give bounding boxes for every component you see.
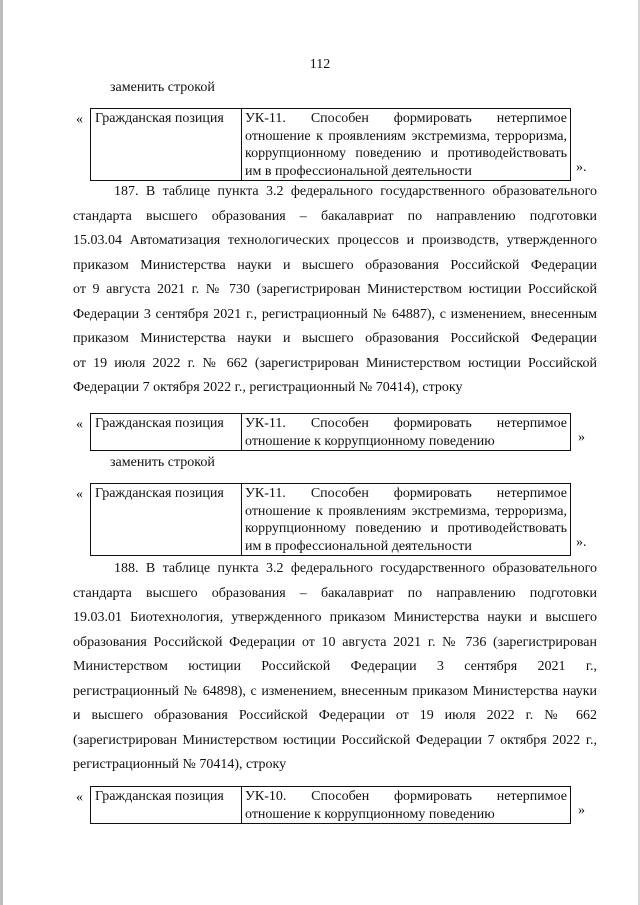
competency-text-cell (242, 484, 571, 556)
paragraph-line: образования Российской Федерации от 10 августа 2021 г. № 736 (зарегистрирован (73, 634, 597, 650)
paragraph-line: 188. В таблице пункта 3.2 федерального государственного образовательного (114, 561, 597, 576)
competency-line: им в профессиональной деятельности (245, 163, 472, 179)
table-row (91, 414, 571, 451)
competency-line: коррупционному поведению и противодействовать (245, 146, 567, 161)
paragraph-line: 19.03.01 Биотехнология, утвержденного приказом Министерства науки и высшего (73, 610, 597, 625)
competency-line: УК-11. Способен формировать нетерпимое (245, 486, 567, 501)
paragraph-line: стандарта высшего образования – бакалавриат по направлению подготовки (73, 208, 597, 224)
replace-instruction-2: заменить строкой (110, 455, 215, 470)
competency-table-4 (76, 786, 596, 820)
paragraph-line: Министерством юстиции Российской Федерации 3 сентября 2021 г., (73, 659, 597, 674)
competency-line: отношение к коррупционному поведению (245, 433, 495, 449)
open-quote: « (76, 790, 83, 805)
paragraph-line: 15.03.04 Автоматизация технологических процессов и производств, утвержденного (73, 233, 597, 248)
competency-text-cell (242, 109, 571, 181)
competency-line: коррупционному поведению и противодействовать (245, 521, 567, 536)
close-quote: ». (576, 160, 587, 175)
paragraph-188 (73, 557, 597, 778)
paragraph-line: стандарта высшего образования – бакалавриат по направлению подготовки (73, 585, 597, 601)
open-quote: « (76, 417, 83, 432)
competency-group-cell: Гражданская позиция (91, 109, 242, 181)
competency-line: УК-11. Способен формировать нетерпимое (245, 111, 567, 126)
competency-text-cell (242, 787, 571, 824)
competency-group-cell: Гражданская позиция (91, 414, 242, 451)
competency-line: отношение к проявлениям экстремизма, терроризма, (245, 503, 567, 519)
competency-line: УК-11. Способен формировать нетерпимое (245, 416, 567, 431)
competency-group-cell: Гражданская позиция (91, 787, 242, 824)
open-quote: « (76, 487, 83, 502)
competency-line: отношение к коррупционному поведению (245, 806, 495, 822)
paragraph-line: (зарегистрирован Министерством юстиции Российской Федерации 7 октября 2022 г., (73, 732, 597, 748)
open-quote: « (76, 112, 83, 127)
competency-line: отношение к проявлениям экстремизма, терроризма, (245, 128, 567, 144)
competency-table (90, 413, 571, 451)
paragraph-line: приказом Министерства науки и высшего образования Российской Федерации (73, 331, 597, 346)
replace-instruction-1: заменить строкой (110, 80, 215, 95)
close-quote: » (578, 430, 585, 445)
paragraph-line: Федерации 3 сентября 2021 г., регистрационный № 64887), с изменением, внесенным (73, 306, 597, 322)
paragraph-line: 187. В таблице пункта 3.2 федерального государственного образовательного (114, 184, 597, 199)
competency-line: УК-10. Способен формировать нетерпимое (245, 789, 567, 804)
competency-text-cell (242, 414, 571, 451)
competency-table (90, 786, 571, 824)
competency-table-3 (76, 483, 596, 553)
paragraph-line: от 19 июля 2022 г. № 662 (зарегистрирован Министерством юстиции Российской (73, 355, 597, 371)
scan-edge-left (0, 0, 3, 905)
paragraph-line: Федерации 7 октября 2022 г., регистрационный № 70414), строку (73, 380, 463, 395)
table-row (91, 484, 571, 556)
paragraph-line: от 9 августа 2021 г. № 730 (зарегистрирован Министерством юстиции Российской (73, 282, 597, 297)
competency-table (90, 108, 571, 181)
paragraph-line: и высшего образования Российской Федерации от 19 июля 2022 г. № 662 (73, 708, 597, 723)
competency-line: им в профессиональной деятельности (245, 538, 472, 554)
paragraph-line: приказом Министерства науки и высшего образования Российской Федерации (73, 257, 597, 273)
competency-group-cell: Гражданская позиция (91, 484, 242, 556)
table-row (91, 109, 571, 181)
page-number: 112 (309, 57, 331, 72)
close-quote: » (578, 803, 585, 818)
competency-table-1 (76, 108, 596, 178)
paragraph-187 (73, 180, 597, 401)
paragraph-line: регистрационный № 70414), строку (73, 757, 287, 772)
close-quote: ». (576, 535, 587, 550)
competency-table-2 (76, 413, 596, 447)
table-row (91, 787, 571, 824)
competency-table (90, 483, 571, 556)
paragraph-line: регистрационный № 64898), с изменением, внесенным приказом Министерства науки (73, 683, 597, 699)
